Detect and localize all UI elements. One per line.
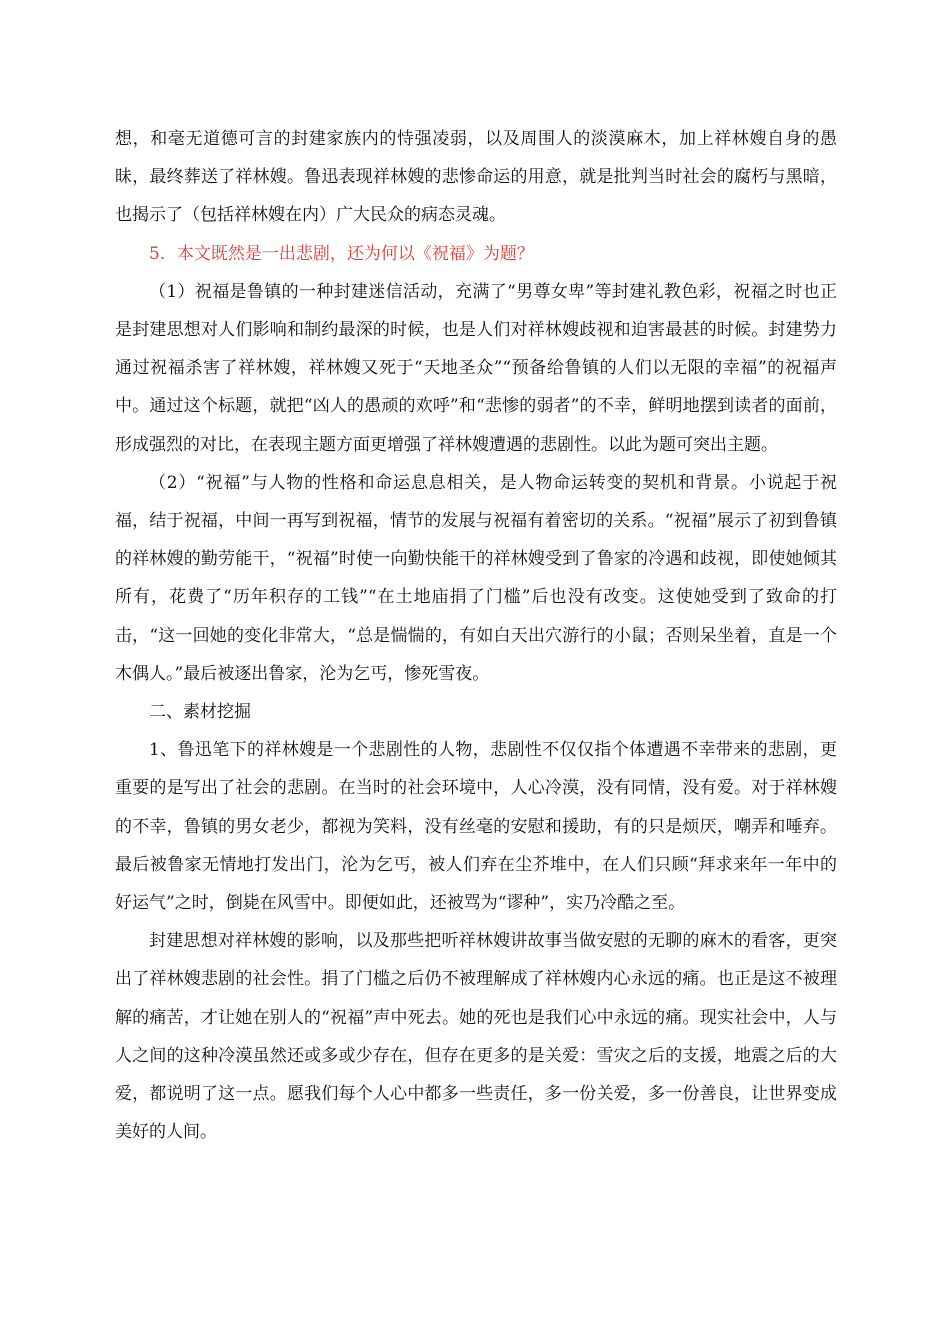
document-page — [115, 120, 837, 1151]
question-5-heading: 5．本文既然是一出悲剧，还为何以《祝福》为题？ — [149, 243, 534, 264]
question-5-answer-1: （1）祝福是鲁镇的一种封建迷信活动，充满了“男尊女卑”等封建礼教色彩，祝福之时也正是封建思想对人们影响和制约最深的时候，也是人们对祥林嫂歧视和迫害最甚的时候。封建势力通过祝福杀害了祥林嫂，祥林嫂又死于“天地圣众”“预备给鲁镇的人们以无限的幸福”的祝福声中。通过这个标题，就把“凶人的愚顽的欢呼”和“悲惨的弱者”的不幸，鲜明地摆到读者的面前，形成强烈的对比，在表现主题方面更增强了祥林嫂遭遇的悲剧性。以此为题可突出主题。 — [115, 281, 837, 455]
section-2-paragraph-2: 封建思想对祥林嫂的影响，以及那些把听祥林嫂讲故事当做安慰的无聊的麻木的看客，更突出了祥林嫂悲剧的社会性。捐了门槛之后仍不被理解成了祥林嫂内心永远的痛。也正是这不被理解的痛苦，才让她在别人的“祝福”声中死去。她的死也是我们心中永远的痛。现实社会中，人与人之间的这种冷漠虽然还或多或少存在，但存在更多的是关爱：雪灾之后的支援，地震之后的大爱，都说明了这一点。愿我们每个人心中都多一些责任，多一份关爱，多一份善良，让世界变成美好的人间。 — [115, 931, 837, 1143]
continued-paragraph: 想，和毫无道德可言的封建家族内的恃强凌弱，以及周围人的淡漠麻木，加上祥林嫂自身的愚昧，最终葬送了祥林嫂。鲁迅表现祥林嫂的悲惨命运的用意，就是批判当时社会的腐朽与黑暗，也揭示了（包括祥林嫂在内）广大民众的病态灵魂。 — [115, 129, 837, 226]
section-2-title: 二、素材挖掘 — [149, 702, 251, 723]
question-5-answer-2: （2）“祝福”与人物的性格和命运息息相关，是人物命运转变的契机和背景。小说起于祝福，结于祝福，中间一再写到祝福，情节的发展与祝福有着密切的关系。“祝福”展示了初到鲁镇的祥林嫂的勤劳能干，“祝福”时使一向勤快能干的祥林嫂受到了鲁家的冷遇和歧视，即使她倾其所有，花费了“历年积存的工钱”“在土地庙捐了门槛”后也没有改变。这使她受到了致命的打击，“这一回她的变化非常大，“总是惴惴的，有如白天出穴游行的小鼠；否则呆坐着，直是一个木偶人。”最后被逐出鲁家，沦为乞丐，惨死雪夜。 — [115, 472, 837, 684]
section-2-paragraph-1: 1、鲁迅笔下的祥林嫂是一个悲剧性的人物，悲剧性不仅仅指个体遭遇不幸带来的悲剧，更重要的是写出了社会的悲剧。在当时的社会环境中，人心冷漠，没有同情，没有爱。对于祥林嫂的不幸，鲁镇的男女老少，都视为笑料，没有丝毫的安慰和援助，有的只是烦厌，嘲弄和唾弃。最后被鲁家无情地打发出门，沦为乞丐，被人们弃在尘芥堆中，在人们只顾“拜求来年一年中的好运气”之时，倒毙在风雪中。即便如此，还被骂为“谬种”，实乃冷酷之至。 — [115, 740, 837, 914]
